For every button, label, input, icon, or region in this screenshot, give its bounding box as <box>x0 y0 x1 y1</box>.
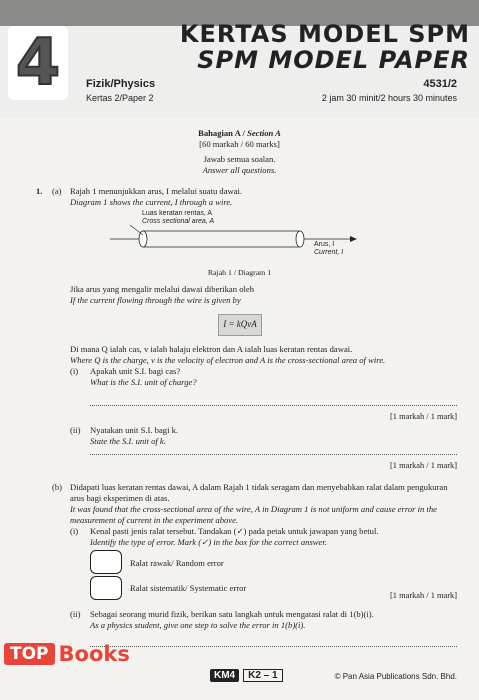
instruction-my: Jawab semua soalan. <box>203 154 276 164</box>
paper-number-box <box>8 26 68 100</box>
answer-line-bii[interactable] <box>90 646 457 647</box>
q1bi-text-my: Kenal pasti jenis ralat tersebut. Tandakan (✓) pada petak untuk jawapan yang betul. <box>90 526 379 536</box>
k2-badge: K2 – 1 <box>243 669 282 682</box>
q1ai-text-my: Apakah unit S.I. bagi cas? <box>90 366 181 376</box>
duration: 2 jam 30 minit/2 hours 30 minutes <box>321 93 457 103</box>
section-title: Bahagian A / Section A <box>198 128 281 138</box>
q1a-text-en: Diagram 1 shows the current, I through a wire. <box>70 197 233 207</box>
page-content <box>0 118 479 700</box>
diagram-caption: Rajah 1 / Diagram 1 <box>207 268 272 277</box>
paper-label: Kertas 2/Paper 2 <box>86 93 154 103</box>
km4-badge: KM4 <box>210 669 239 682</box>
marks-bi: [1 markah / 1 mark] <box>390 591 457 600</box>
part-b-label: (b) <box>52 482 63 492</box>
random-error-label: Ralat rawak/ Random error <box>130 558 224 568</box>
q1aii-text-en: State the S.I. unit of k. <box>90 436 166 446</box>
paper-code: 4531/2 <box>423 78 457 90</box>
watermark-logo <box>4 641 130 667</box>
copyright: © Pan Asia Publications Sdn. Bhd. <box>334 672 457 681</box>
answer-line-aii[interactable] <box>90 454 457 455</box>
q1bii-text-my: Sebagai seorang murid fizik, berikan satu langkah untuk mengatasi ralat di 1(b)(i). <box>90 609 374 619</box>
q1b-text-my: Didapati luas keratan rentas dawai, A dalam Rajah 1 tidak seragam dan menyebabkan ralat dalam pengukuran arus bagi eksperimen di atas. <box>70 482 448 503</box>
q1bii-label: (ii) <box>70 609 81 619</box>
q1ai-text-en: What is the S.I. unit of charge? <box>90 377 197 387</box>
given-en: If the current flowing through the wire is given by <box>70 295 241 305</box>
paper-number: 4 <box>15 26 61 100</box>
q1b-text-en: It was found that the cross-sectional area of the wire, A in Diagram 1 is not uniform and cause error in the measurement of current in the experiment above. <box>70 504 437 525</box>
page-badge <box>210 669 283 682</box>
given-my: Jika arus yang mengalir melalui dawai diberikan oleh <box>70 284 254 294</box>
diagram-area-label-en: Cross sectional area, A <box>142 218 215 225</box>
marks-ai: [1 markah / 1 mark] <box>390 412 457 421</box>
q1ai-label: (i) <box>70 366 79 376</box>
where-my: Di mana Q ialah cas, v ialah halaju elektron dan A ialah luas keratan rentas dawai. <box>70 344 353 354</box>
diagram-current-label-my: Arus, I <box>314 241 335 248</box>
question-number: 1. <box>36 186 43 196</box>
answer-line-ai[interactable] <box>90 405 457 406</box>
q1bii-text-en: As a physics student, give one step to solve the error in 1(b)(i). <box>90 620 306 630</box>
formula-box: I = kQvA <box>218 314 262 336</box>
diagram-current-label-en: Current, I <box>314 249 344 256</box>
marks-aii: [1 markah / 1 mark] <box>390 461 457 470</box>
q1aii-label: (ii) <box>70 425 81 435</box>
watermark-top: TOP <box>4 643 55 665</box>
part-a-label: (a) <box>52 186 62 196</box>
systematic-error-checkbox[interactable] <box>90 576 122 600</box>
q1bi-text-en: Identify the type of error. Mark (✓) in the box for the correct answer. <box>90 537 327 547</box>
where-en: Where Q is the charge, v is the velocity of electron and A is the cross-sectional area of wire. <box>70 355 386 365</box>
systematic-error-label: Ralat sistematik/ Systematic error <box>130 583 247 593</box>
subject: Fizik/Physics <box>86 78 156 90</box>
random-error-checkbox[interactable] <box>90 550 122 574</box>
q1bi-label: (i) <box>70 526 79 536</box>
title-malay: KERTAS MODEL SPM <box>179 20 470 48</box>
q1a-text-my: Rajah 1 menunjukkan arus, I melalui suatu dawai. <box>70 186 243 196</box>
title-english: SPM MODEL PAPER <box>197 46 470 74</box>
instruction-en: Answer all questions. <box>202 165 277 175</box>
watermark-books: Books <box>58 642 130 666</box>
diagram-area-label-my: Luas keratan rentas, A <box>142 210 213 217</box>
section-marks: [60 markah / 60 marks] <box>199 139 280 149</box>
q1aii-text-my: Nyatakan unit S.I. bagi k. <box>90 425 179 435</box>
